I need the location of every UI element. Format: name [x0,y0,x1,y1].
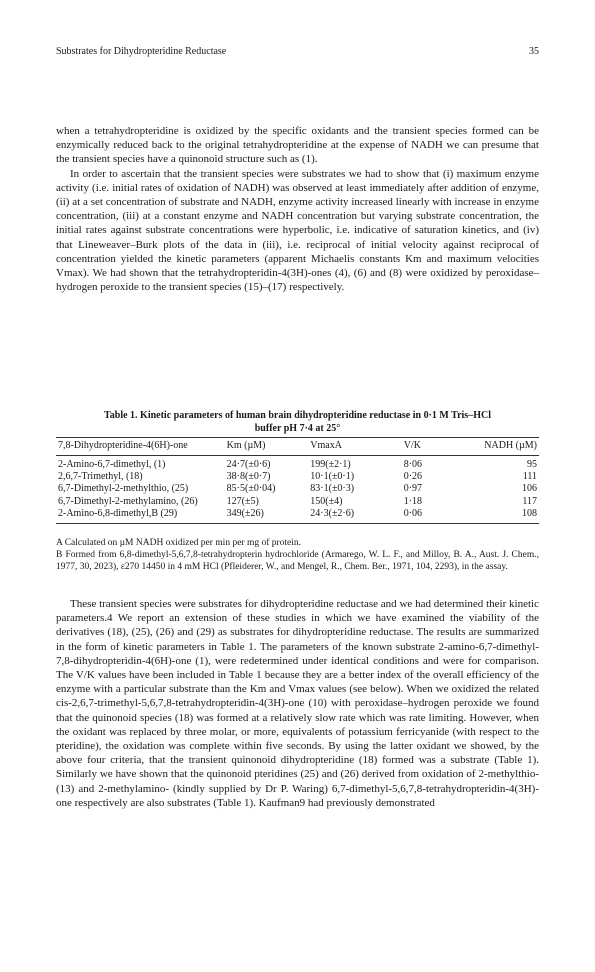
body-text-bottom [56,597,539,810]
table-cell: 106 [522,483,537,495]
kinetic-parameters-table [56,437,539,524]
table-cell: 83·1(±0·3) [310,483,355,495]
table-cell: 0·26 [403,471,423,483]
column-header: VmaxA [308,438,401,456]
paragraph: These transient species were substrates for dihydropteridine reductase and we had determined their kinetic parameters.4 We report an extension of these studies in which we have examined the viability of the derivatives (18), (25), (26) and (29) as substrates for dihydropteridine reductase. The results are summarized in the form of kinetic parameters in Table 1. The parameters of the known substrate 2-amino-6,7-dimethyl-7,8-dihydropteridin-4(6H)-one (1), were redetermined under identical conditions and were for comparison. The V/K values have been included in Table 1 because they are a better index of the overall efficiency of the enzyme with a particular substrate than the Km and Vmax values (see below). When we oxidized the related cis-2,6,7-trimethyl-5,6,7,8-tetrahydropteridin-4(3H)-one (10) with peroxidase–hydrogen peroxide we found that the quinonoid species (18) was formed at a relatively slow rate which was rate limiting. However, when the oxidant was replaced by three molar, or more, equivalents of potassium ferricyanide (with respect to the pteridine), the oxidation was complete within five seconds. By using the latter oxidant we showed, by the above four criteria, that the transient quinonoid dihydropteridine (18) formed was a substrate (Table 1). Similarly we have shown that the quinonoid pteridines (25) and (26) derived from oxidation of 2-methylthio- (13) and 2-methylamino- (kindly supplied by Dr P. Waring) 6,7-dimethyl-5,6,7,8-tetrahydropteridin-4(3H)-one respectively are also substrates (Table 1). Kaufman9 had previously demonstrated [56,598,539,809]
table-caption-line: buffer pH 7·4 at 25° [254,422,341,434]
table-cell: 127(±5) [226,495,259,507]
running-title: Substrates for Dihydropteridine Reductase [56,46,227,57]
table-cell: 2-Amino-6,7-dimethyl, (1) [58,459,166,470]
table-cell: 85·5(±0·04) [226,483,276,495]
table-cell: 24·7(±0·6) [226,459,271,470]
table-cell: 95 [527,459,537,470]
table-row [56,483,539,495]
column-header: V/K [402,438,465,456]
table-row [56,471,539,483]
table-cell: 0·06 [402,508,465,524]
column-header: NADH (µM) [465,438,539,456]
table-cell: 349(±26) [225,508,309,524]
table-footnotes [56,537,539,573]
table-cell: 117 [522,495,537,507]
paragraph: In order to ascertain that the transient species were substrates we had to show that (i) maximum enzyme activity (i.e. initial rates of oxidation of NADH) was observed at least immediately after addition of enzyme, (ii) at a set concentration of substrate and NADH, enzyme activity increased linearly with increase in enzyme concentration, (iii) at a constant enzyme and NADH concentration but varying substrate concentration, the initial rates against substrate concentrations were hyperbolic, i.e. indicative of saturation kinetics, and (iv) that Lineweaver–Burk plots of the data in (iii), i.e. reciprocal of initial velocity against reciprocal of concentration yielded the kinetic parameters (apparent Michaelis constants Km and maximum velocities Vmax). We had shown that the tetrahydropteridin-4(3H)-ones (4), (6) and (8) were oxidized by peroxidase–hydrogen peroxide to the transient species (15)–(17) respectively. [56,167,539,294]
table-row [56,508,539,524]
table-cell: 6,7-Dimethyl-2-methylthio, (25) [58,483,189,495]
footnote-a: A Calculated on µM NADH oxidized per min per mg of protein. [56,538,302,548]
table-cell: 0·97 [403,483,423,495]
table-cell: 150(±4) [310,495,343,507]
page-number: 35 [529,46,539,57]
table-row [56,456,539,472]
table-cell: 10·1(±0·1) [310,471,355,483]
table-cell: 1·18 [403,495,423,507]
table-header-row [56,438,539,456]
table-caption-line: Table 1. Kinetic parameters of human brain dihydropteridine reductase in 0·1 M Tris–HCl [104,410,491,421]
paragraph: when a tetrahydropteridine is oxidized by the specific oxidants and the transient species formed can be enzymically reduced back to the original tetrahydropteridine at the expense of NADH we can presume that the transient species have a quinonoid structure such as (1). [56,125,539,166]
body-text-top [56,124,539,294]
table-cell: 199(±2·1) [310,459,351,470]
footnote-b: B Formed from 6,8-dimethyl-5,6,7,8-tetrahydropterin hydrochloride (Armarego, W. L. F., and Milloy, B. A., Aust. J. Chem., 1977, 30, 2023), ε270 14450 in 4 mM HCl (Pfleiderer, W., and Mengel, R., Chem. Ber., 1971, 104, 2293), in the assay. [56,550,539,572]
column-header: Km (µM) [225,438,309,456]
page-header [56,46,539,57]
table-cell: 108 [465,508,539,524]
table-cell: 8·06 [403,459,423,470]
table-cell: 6,7-Dimethyl-2-methylamino, (26) [58,495,198,507]
table-cell: 111 [522,471,537,483]
table-caption [56,410,539,435]
table-cell: 2-Amino-6,8-dimethyl,B (29) [56,508,225,524]
column-header: 7,8-Dihydropteridine-4(6H)-one [56,438,225,456]
table-cell: 24·3(±2·6) [308,508,401,524]
table-cell: 38·8(±0·7) [226,471,271,483]
table-cell: 2,6,7-Trimethyl, (18) [58,471,143,483]
table-row [56,496,539,508]
